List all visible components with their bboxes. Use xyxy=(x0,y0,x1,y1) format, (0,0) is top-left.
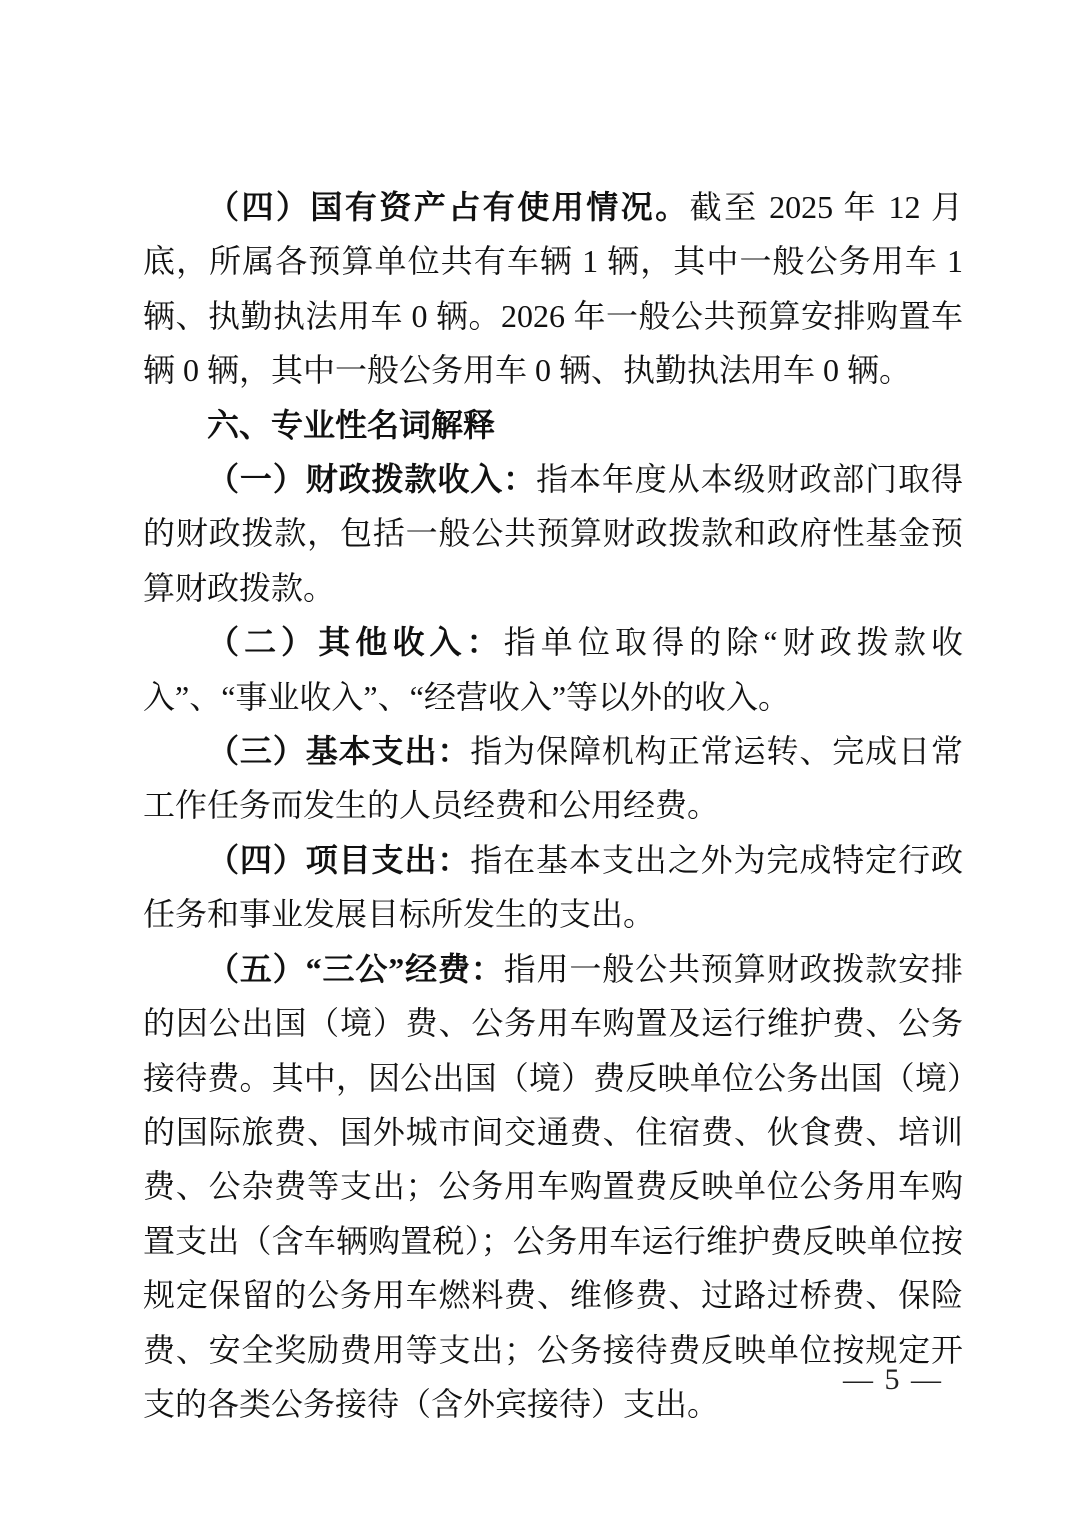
term-other-income-lead: （二）其他收入： xyxy=(207,624,504,661)
paragraph-asset-usage xyxy=(143,180,963,398)
term-basic-expenditure-lead: （三）基本支出： xyxy=(207,733,471,770)
term-other-income-text: 指单位取得的除“财政拨款收入”、“事业收入”、“经营收入”等以外的收入。 xyxy=(143,624,963,715)
term-fiscal-appropriation-text: 指本年度从本级财政部门取得的财政拨款，包括一般公共预算财政拨款和政府性基金预算财政拨款。 xyxy=(143,461,963,606)
term-three-public-funds-lead: （五）“三公”经费： xyxy=(207,950,504,987)
paragraph-term-project-expenditure xyxy=(143,833,963,942)
paragraph-term-fiscal-appropriation xyxy=(143,452,963,615)
paragraph-asset-usage-text: 截至 2025 年 12 月底，所属各预算单位共有车辆 1 辆，其中一般公务用车 1 辆、执勤执法用车 0 辆。2026 年一般公共预算安排购置车辆 0 辆，其中一般公务用车 0 辆、执勤执法用车 0 辆。 xyxy=(143,189,963,389)
term-basic-expenditure-text: 指为保障机构正常运转、完成日常工作任务而发生的人员经费和公用经费。 xyxy=(143,733,963,824)
term-fiscal-appropriation-lead: （一）财政拨款收入： xyxy=(207,461,537,498)
paragraph-asset-usage-lead: （四）国有资产占有使用情况。 xyxy=(207,189,690,225)
document-body xyxy=(143,180,963,1431)
paragraph-term-basic-expenditure xyxy=(143,724,963,833)
section-heading-terminology: 六、专业性名词解释 xyxy=(207,406,496,443)
page-number: — 5 — xyxy=(843,1363,943,1396)
term-project-expenditure-text: 指在基本支出之外为完成特定行政任务和事业发展目标所发生的支出。 xyxy=(143,841,963,933)
paragraph-term-three-public-funds xyxy=(143,942,963,1432)
term-project-expenditure-lead: （四）项目支出： xyxy=(207,841,471,878)
term-three-public-funds-text: 指用一般公共预算财政拨款安排的因公出国（境）费、公务用车购置及运行维护费、公务接待费。其中，因公出国（境）费反映单位公务出国（境）的国际旅费、国外城市间交通费、住宿费、伙食费、培训费、公杂费等支出；公务用车购置费反映单位公务用车购置支出（含车辆购置税）；公务用车运行维护费反映单位按规定保留的公务用车燃料费、维修费、过路过桥费、保险费、安全奖励费用等支出；公务接待费反映单位按规定开支的各类公务接待（含外宾接待）支出。 xyxy=(143,950,963,1422)
paragraph-term-other-income xyxy=(143,615,963,724)
